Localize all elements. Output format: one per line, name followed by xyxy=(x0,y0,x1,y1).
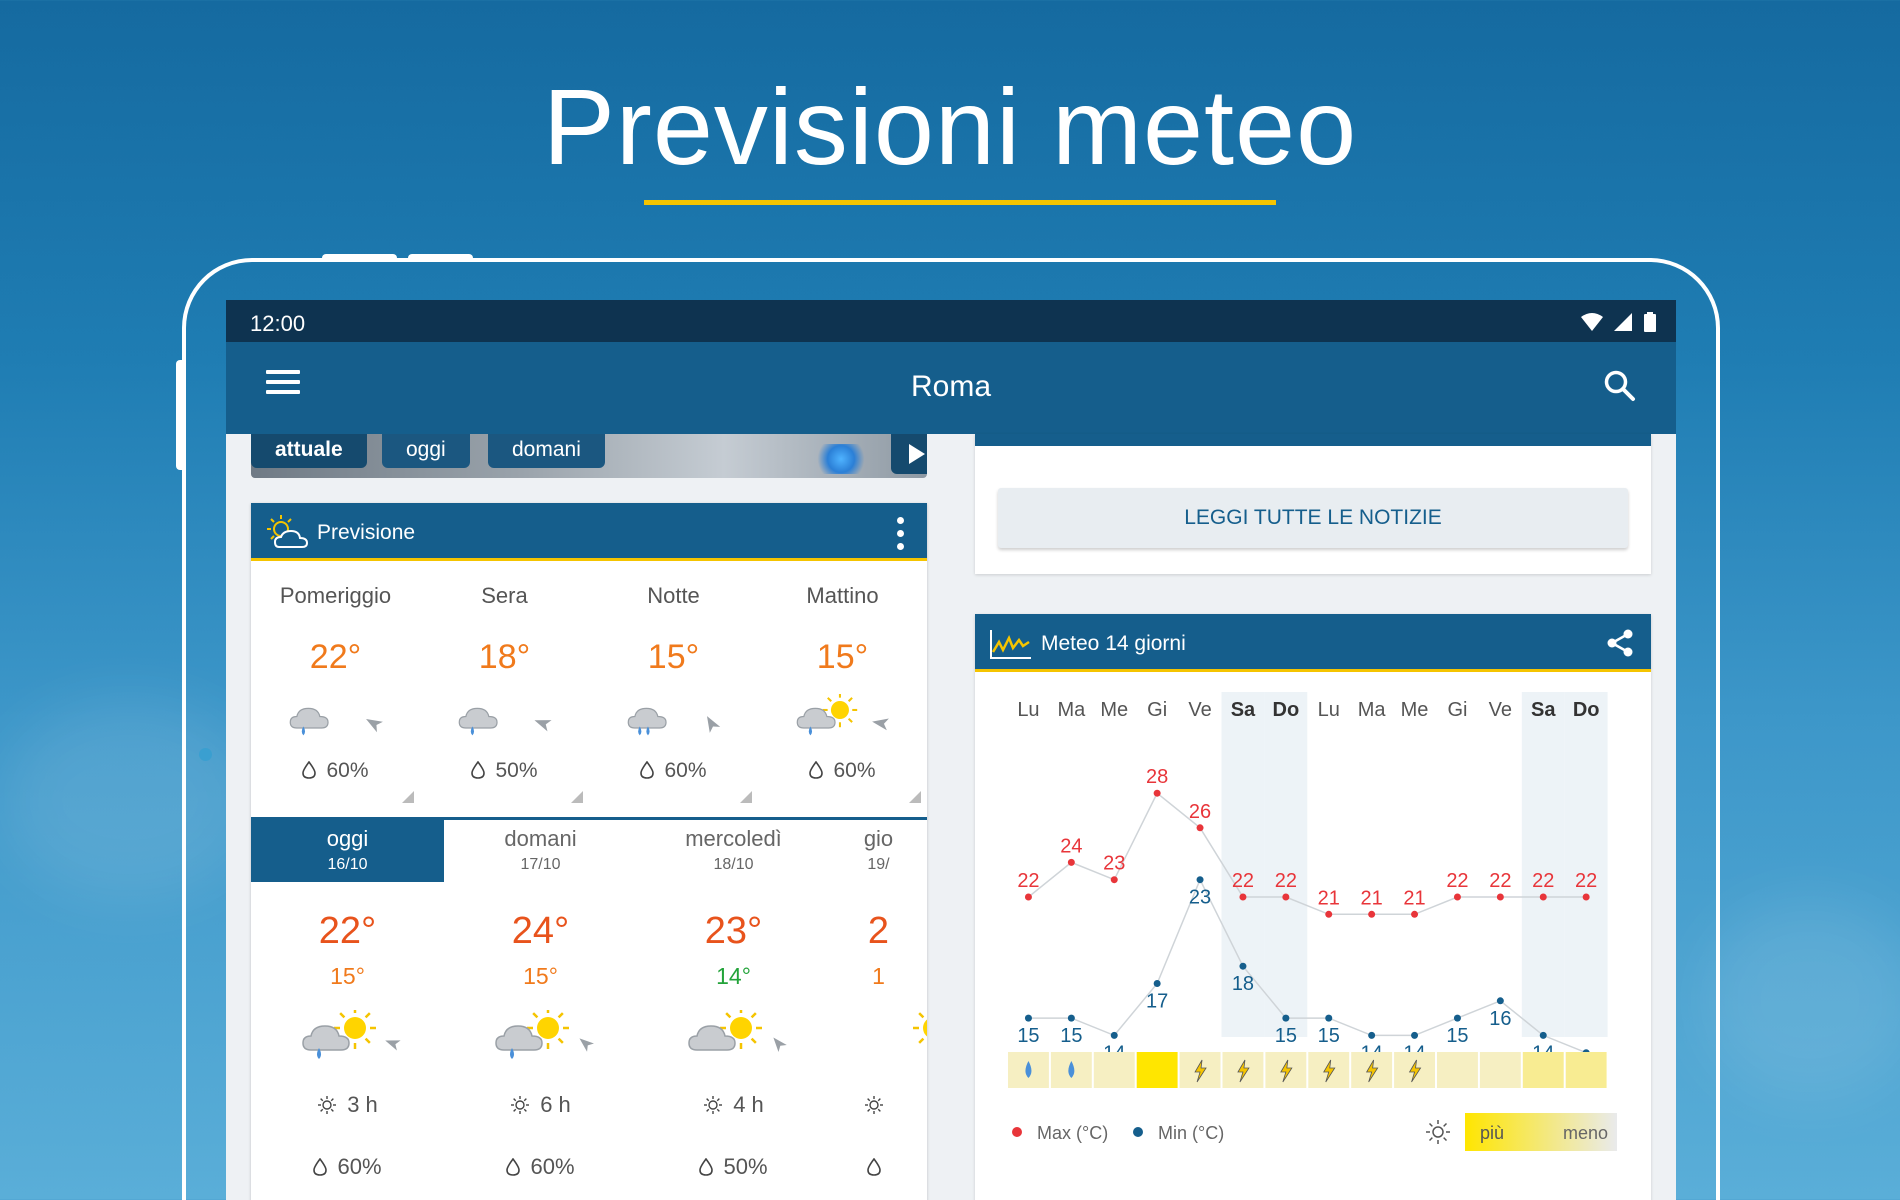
weekend-band xyxy=(1522,692,1565,1037)
trend-chart-icon xyxy=(987,624,1035,664)
expand-corner-icon xyxy=(402,791,414,803)
sunshine-cell xyxy=(1137,1052,1178,1088)
period-rain-value: 60% xyxy=(664,759,707,782)
weekend-band xyxy=(1565,692,1608,1037)
sunshine-cell xyxy=(1523,1052,1564,1088)
sunshine-legend-icon xyxy=(1426,1120,1450,1144)
search-icon[interactable] xyxy=(1602,368,1638,404)
max-point xyxy=(1454,894,1461,901)
day-min-temperature: 14° xyxy=(716,963,751,989)
min-point xyxy=(1282,1015,1289,1022)
max-point xyxy=(1583,894,1590,901)
wifi-icon xyxy=(1581,313,1603,331)
app-bar xyxy=(226,342,1676,434)
min-point xyxy=(1411,1032,1418,1039)
sun-cloud-icon xyxy=(685,1010,763,1068)
min-point xyxy=(1497,997,1504,1004)
day-column[interactable] xyxy=(444,820,637,1200)
battery-icon xyxy=(1644,312,1656,332)
sun-cloud-icon xyxy=(265,513,313,553)
legend-max-label: Max (°C) xyxy=(1037,1123,1109,1143)
cloud-rain-icon xyxy=(287,694,351,744)
day-rain-value: 50% xyxy=(723,1154,768,1179)
day-axis-label: Do xyxy=(1272,699,1300,721)
day-header xyxy=(251,820,444,882)
max-data-label: 28 xyxy=(1146,766,1169,789)
period-rain-value: 60% xyxy=(326,759,369,782)
day-axis-label: Ma xyxy=(1057,699,1086,721)
day-axis-label: Me xyxy=(1100,699,1129,721)
day-rain-probability xyxy=(830,1154,927,1180)
sky-cloud xyxy=(1700,900,1900,1100)
max-data-label: 22 xyxy=(1446,870,1469,892)
sun-icon xyxy=(878,1010,927,1068)
max-data-label: 22 xyxy=(1274,870,1297,892)
tablet-button xyxy=(322,254,397,262)
min-data-label: 15 xyxy=(1446,1025,1469,1048)
sunshine-more-label: più xyxy=(1480,1123,1505,1143)
legend-min-marker xyxy=(1133,1127,1143,1137)
max-point xyxy=(1540,894,1547,901)
day-sunshine-hours xyxy=(637,1092,830,1118)
max-point xyxy=(1197,824,1204,831)
day-rain-value: 60% xyxy=(530,1154,575,1179)
radar-precipitation xyxy=(811,444,871,474)
min-data-label: 15 xyxy=(1274,1025,1297,1048)
period-temperature: 15° xyxy=(647,638,700,676)
period-name: Sera xyxy=(481,583,528,608)
day-column[interactable] xyxy=(251,820,444,1200)
cloud-heavy-rain-icon xyxy=(625,694,689,744)
weekend-band xyxy=(1264,692,1307,1037)
min-point xyxy=(1368,1032,1375,1039)
day-axis-label: Me xyxy=(1400,699,1429,721)
day-header xyxy=(830,820,927,882)
min-data-label: 15 xyxy=(1060,1025,1083,1048)
day-rain-probability xyxy=(637,1154,830,1180)
day-rain-value: 60% xyxy=(337,1154,382,1179)
read-all-news-button[interactable]: LEGGI TUTTE LE NOTIZIE xyxy=(998,488,1628,548)
max-point xyxy=(1025,894,1032,901)
day-axis-label: Gi xyxy=(1447,699,1468,721)
sunshine-less-label: meno xyxy=(1563,1123,1609,1143)
max-data-label: 21 xyxy=(1317,887,1340,910)
wind-direction-icon xyxy=(383,1034,401,1052)
day-axis-label: Ve xyxy=(1488,699,1513,721)
day-date: 19/ xyxy=(867,856,890,873)
max-data-label: 23 xyxy=(1103,852,1126,875)
min-point xyxy=(1197,876,1204,883)
news-card xyxy=(975,434,1651,574)
forecast-card xyxy=(251,503,927,1200)
day-max-temperature: 24° xyxy=(511,910,570,952)
min-data-label: 16 xyxy=(1489,1007,1512,1030)
day-min-temperature: 15° xyxy=(523,963,558,989)
day-sun-value: 6 h xyxy=(540,1092,571,1117)
period-name: Mattino xyxy=(806,583,879,608)
day-rain-probability xyxy=(251,1154,444,1180)
signal-icon xyxy=(1614,313,1632,331)
max-data-label: 22 xyxy=(1489,870,1512,892)
sunshine-cell xyxy=(1437,1052,1478,1088)
day-min-temperature: 1 xyxy=(872,963,885,989)
period-rain-value: 60% xyxy=(833,759,876,782)
max-point xyxy=(1411,911,1418,918)
expand-corner-icon xyxy=(909,791,921,803)
max-data-label: 22 xyxy=(1231,870,1255,892)
period-rain-probability xyxy=(758,759,927,783)
status-bar xyxy=(226,300,1676,342)
legend-max-marker xyxy=(1012,1127,1022,1137)
day-axis-label: Lu xyxy=(1017,699,1040,721)
day-axis-label: Sa xyxy=(1230,699,1256,721)
max-point xyxy=(1497,894,1504,901)
radar-tab-today[interactable]: oggi xyxy=(382,434,470,468)
day-name: mercoledì xyxy=(685,826,782,851)
period-column[interactable] xyxy=(758,561,927,811)
max-data-label: 21 xyxy=(1403,887,1426,910)
radar-play-button[interactable] xyxy=(891,434,927,474)
period-name: Notte xyxy=(647,583,700,608)
share-icon[interactable] xyxy=(1605,628,1635,658)
trend-card xyxy=(975,614,1651,1200)
day-sun-value: 3 h xyxy=(347,1092,378,1117)
period-name: Pomeriggio xyxy=(279,583,392,608)
sun-cloud-rain-icon xyxy=(299,1010,377,1068)
min-point xyxy=(1154,980,1161,987)
max-point xyxy=(1154,790,1161,797)
day-header xyxy=(637,820,830,882)
day-column[interactable] xyxy=(637,820,830,1200)
promo-headline: Previsioni meteo xyxy=(542,66,1358,187)
radar-tab-tomorrow[interactable]: domani xyxy=(488,434,605,468)
wind-direction-icon xyxy=(576,1034,594,1052)
day-axis-label: Do xyxy=(1572,699,1600,721)
day-min-temperature: 15° xyxy=(330,963,365,989)
wind-direction-icon xyxy=(532,713,552,733)
sun-cloud-rain-icon xyxy=(794,694,858,744)
app-title: Roma xyxy=(910,370,992,403)
max-point xyxy=(1239,894,1246,901)
period-temperature: 18° xyxy=(478,638,531,676)
day-axis-label: Ve xyxy=(1188,699,1212,721)
expand-corner-icon xyxy=(740,791,752,803)
more-options-icon[interactable] xyxy=(897,517,905,551)
max-data-label: 22 xyxy=(1532,870,1555,892)
max-data-label: 21 xyxy=(1360,887,1383,910)
min-point xyxy=(1239,963,1246,970)
wind-direction-icon xyxy=(701,713,721,733)
tablet-side-button xyxy=(176,360,184,470)
day-sunshine-hours xyxy=(444,1092,637,1118)
day-axis-label: Sa xyxy=(1531,699,1556,721)
trend-card-title: Meteo 14 giorni xyxy=(1041,632,1186,655)
day-axis-label: Lu xyxy=(1317,699,1340,721)
period-temperature: 15° xyxy=(816,638,869,676)
max-point xyxy=(1282,894,1289,901)
max-data-label: 22 xyxy=(1017,870,1040,892)
min-point xyxy=(1540,1032,1547,1039)
max-data-label: 24 xyxy=(1060,835,1083,858)
sunshine-cell xyxy=(1094,1052,1135,1088)
period-column[interactable] xyxy=(420,561,589,811)
day-axis-label: Gi xyxy=(1147,699,1168,721)
sun-cloud-rain-icon xyxy=(492,1010,570,1068)
cloud-rain-icon xyxy=(456,694,520,744)
trend-card-header xyxy=(975,614,1651,672)
period-rain-probability xyxy=(251,759,420,783)
max-point xyxy=(1368,911,1375,918)
day-max-temperature: 23° xyxy=(704,910,763,952)
forecast-card-title: Previsione xyxy=(317,521,416,544)
day-max-temperature: 2 xyxy=(867,910,890,952)
radar-map-strip[interactable] xyxy=(251,434,927,478)
min-data-label: 15 xyxy=(1317,1025,1340,1048)
camera-dot xyxy=(199,748,212,761)
legend-min-label: Min (°C) xyxy=(1158,1123,1225,1143)
forecast-card-header xyxy=(251,503,927,561)
wind-direction-icon xyxy=(363,713,383,733)
min-point xyxy=(1068,1015,1075,1022)
day-date: 17/10 xyxy=(520,856,561,873)
day-column[interactable] xyxy=(830,820,927,1200)
min-data-label: 23 xyxy=(1188,886,1212,909)
min-point xyxy=(1454,1015,1461,1022)
expand-corner-icon xyxy=(571,791,583,803)
day-rain-probability xyxy=(444,1154,637,1180)
period-rain-probability xyxy=(589,759,758,783)
wind-direction-icon xyxy=(870,713,890,733)
day-name: oggi xyxy=(326,826,369,851)
min-point xyxy=(1325,1015,1332,1022)
min-point xyxy=(1025,1015,1032,1022)
headline-underline xyxy=(644,200,1276,205)
min-data-label: 15 xyxy=(1017,1025,1040,1048)
min-point xyxy=(1111,1032,1118,1039)
min-data-label: 17 xyxy=(1146,990,1169,1013)
day-date: 16/10 xyxy=(327,856,368,873)
tablet-button xyxy=(408,254,473,262)
day-header xyxy=(444,820,637,882)
max-point xyxy=(1068,859,1075,866)
status-time: 12:00 xyxy=(250,311,306,336)
day-name: domani xyxy=(504,826,577,851)
day-sun-value: 4 h xyxy=(733,1092,764,1117)
sunshine-cell xyxy=(1480,1052,1521,1088)
day-date: 18/10 xyxy=(713,856,754,873)
wind-direction-icon xyxy=(769,1034,787,1052)
max-data-label: 26 xyxy=(1188,800,1212,823)
tablet-screen xyxy=(226,300,1676,1200)
max-point xyxy=(1111,876,1118,883)
period-temperature: 22° xyxy=(309,638,362,676)
radar-tab-current[interactable]: attuale xyxy=(251,434,367,468)
period-column[interactable] xyxy=(589,561,758,811)
max-data-label: 22 xyxy=(1575,870,1598,892)
max-point xyxy=(1325,911,1332,918)
sunshine-cell xyxy=(1566,1052,1607,1088)
day-axis-label: Ma xyxy=(1357,699,1386,721)
min-data-label: 18 xyxy=(1231,973,1255,996)
day-sunshine-hours xyxy=(830,1092,927,1118)
day-name: gio xyxy=(863,826,894,851)
day-sunshine-hours xyxy=(251,1092,444,1118)
period-rain-probability xyxy=(420,759,589,783)
period-column[interactable] xyxy=(251,561,420,811)
trend-chart xyxy=(975,672,1651,1192)
period-rain-value: 50% xyxy=(495,759,538,782)
day-max-temperature: 22° xyxy=(318,910,377,952)
